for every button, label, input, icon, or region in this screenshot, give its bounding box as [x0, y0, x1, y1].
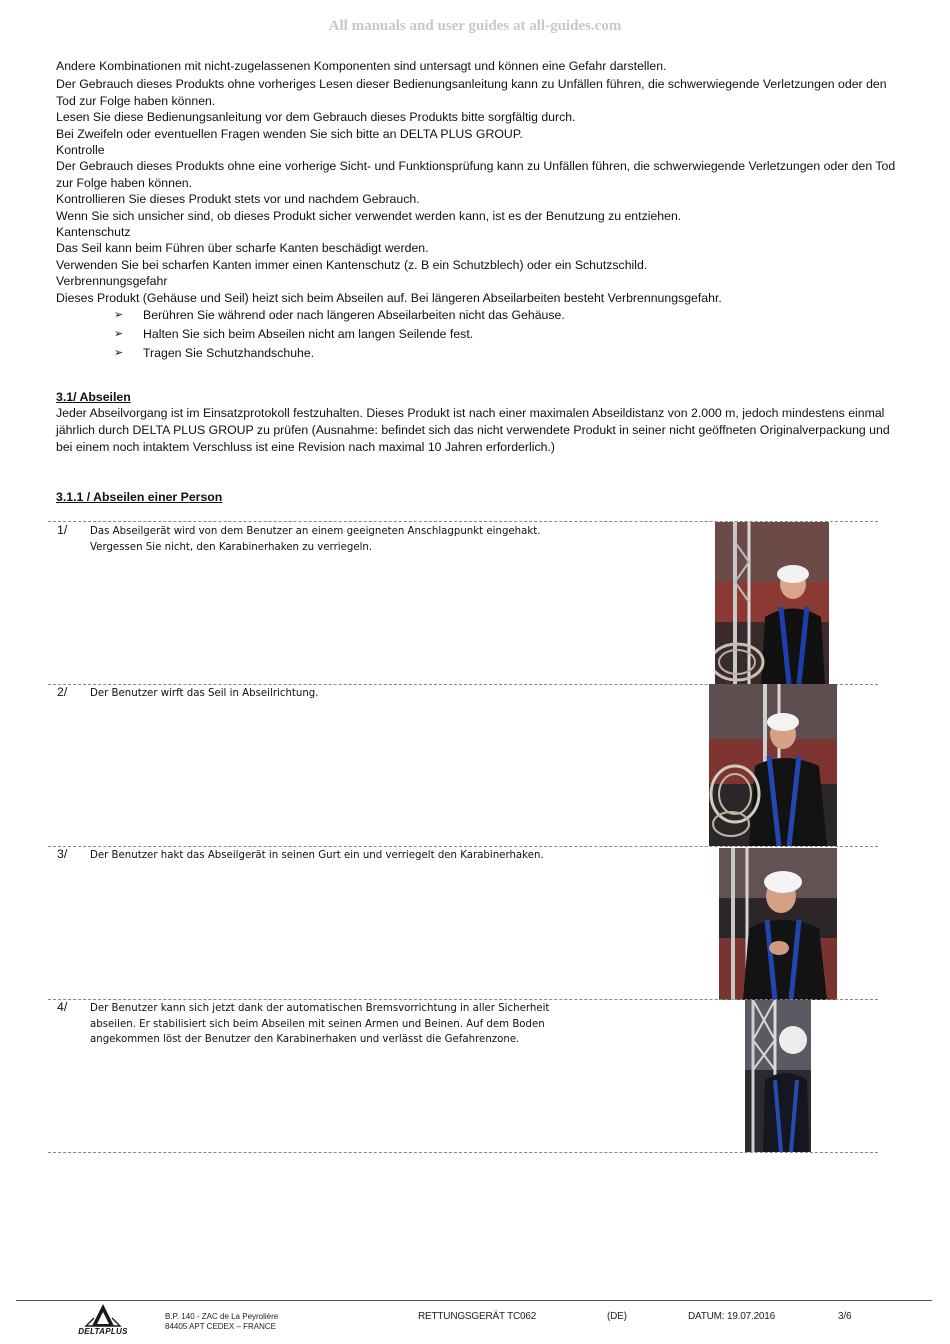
- footer-address-line2: 84405 APT CEDEX – FRANCE: [165, 1322, 277, 1331]
- intro-paragraph: Kontrollieren Sie dieses Produkt stets vor und nachdem Gebrauch.: [56, 192, 420, 207]
- arrow-bullet-icon: ➢: [114, 309, 124, 322]
- intro-paragraph: Der Gebrauch dieses Produkts ohne eine vorherige Sicht- und Funktionsprüfung kann zu Unfällen führen, die schwerwiegende Verletzungen oder den Tod zur Folge haben können.: [56, 159, 896, 190]
- intro-paragraph: Lesen Sie diese Bedienungsanleitung vor dem Gebrauch dieses Produkts bitte sorgfältig durch.: [56, 110, 576, 125]
- step-number: 1/: [57, 523, 68, 537]
- intro-paragraph: Der Gebrauch dieses Produkts ohne vorheriges Lesen dieser Bedienungsanleitung kann zu Unfällen führen, die schwerwiegende Verletzungen oder den Tod zur Folge haben können.: [56, 77, 887, 108]
- step-number: 4/: [57, 1000, 68, 1014]
- watermark: All manuals and user guides at all-guides.com: [328, 18, 622, 34]
- intro-block: [56, 58, 896, 363]
- step-divider: [48, 1152, 878, 1153]
- intro-paragraph: Dieses Produkt (Gehäuse und Seil) heizt sich beim Abseilen auf. Bei längeren Abseilarbeiten besteht Verbrennungsgefahr.: [56, 290, 722, 305]
- footer-page-number: 3/6: [838, 1311, 852, 1322]
- list-item: ➢ Halten Sie sich beim Abseilen nicht am langen Seilende fest.: [56, 325, 896, 344]
- bullet-list: [56, 306, 896, 363]
- intro-paragraph: Andere Kombinationen mit nicht-zugelassenen Komponenten sind untersagt und können eine Gefahr darstellen.: [56, 59, 667, 73]
- step-photo-2: [709, 684, 837, 846]
- step-text: Der Benutzer wirft das Seil in Abseilrichtung.: [90, 688, 319, 699]
- step-photo-4: [745, 1000, 811, 1152]
- step-text: Der Benutzer kann sich jetzt dank der automatischen Bremsvorrichtung in aller Sicherheit abseilen. Er stabilisiert sich beim Abseilen mit seinen Armen und Beinen. Auf dem Boden angekommen löst der Benutzer den Karabinerhaken und verlässt die Gefahrenzone.: [90, 1003, 550, 1045]
- step-text: Das Abseilgerät wird von dem Benutzer an einem geeigneten Anschlagpunkt eingehakt. Vergessen Sie nicht, den Karabinerhaken zu verriegeln.: [90, 526, 541, 553]
- arrow-bullet-icon: ➢: [114, 328, 124, 341]
- step-number: 2/: [57, 685, 68, 699]
- logo-text: DELTAPLUS: [78, 1327, 128, 1336]
- intro-paragraph: Verwenden Sie bei scharfen Kanten immer einen Kantenschutz (z. B ein Schutzblech) oder ein Schutzschild.: [56, 257, 648, 272]
- list-item: ➢ Tragen Sie Schutzhandschuhe.: [56, 344, 896, 363]
- step-text: Der Benutzer hakt das Abseilgerät in seinen Gurt ein und verriegelt den Karabinerhaken.: [90, 850, 544, 861]
- footer-divider: [16, 1300, 932, 1301]
- footer-address-line1: B.P. 140 - ZAC de La Peyrolière: [165, 1312, 279, 1321]
- arrow-bullet-icon: ➢: [114, 347, 124, 360]
- intro-paragraph: Bei Zweifeln oder eventuellen Fragen wenden Sie sich bitte an DELTA PLUS GROUP.: [56, 126, 523, 141]
- section-text: Jeder Abseilvorgang ist im Einsatzprotokoll festzuhalten. Dieses Produkt ist nach einer maximalen Abseildistanz von 2.000 m, jedoch mindestens einmal jährlich durch DELTA PLUS GROUP zu prüfen (Ausnahme: befindet sich das nicht verwendete Produkt in seiner nicht geöffneten Originalverpackung und bei einem noch intaktem Verschluss ist eine Revision nach maximal 10 Jahren erforderlich.): [56, 406, 890, 454]
- step-number: 3/: [57, 847, 68, 861]
- heading-kantenschutz: Kantenschutz: [56, 225, 131, 240]
- step-photo-3: [719, 848, 837, 1000]
- footer-date: DATUM: 19.07.2016: [688, 1311, 776, 1322]
- subsection-title: 3.1.1 / Abseilen einer Person: [56, 490, 223, 504]
- heading-verbrennungsgefahr: Verbrennungsgefahr: [56, 274, 168, 289]
- footer-product: RETTUNGSGERÄT TC062: [418, 1311, 537, 1322]
- intro-paragraph: Wenn Sie sich unsicher sind, ob dieses Produkt sicher verwendet werden kann, ist es der Benutzung zu entziehen.: [56, 208, 682, 223]
- step-photo-1: [715, 522, 829, 684]
- list-item: ➢ Berühren Sie während oder nach längeren Abseilarbeiten nicht das Gehäuse.: [56, 306, 896, 325]
- footer-language: (DE): [607, 1311, 627, 1322]
- section-title: 3.1/ Abseilen: [56, 390, 131, 404]
- heading-kontrolle: Kontrolle: [56, 143, 105, 158]
- intro-paragraph: Das Seil kann beim Führen über scharfe Kanten beschädigt werden.: [56, 241, 429, 256]
- step-divider: [48, 846, 878, 847]
